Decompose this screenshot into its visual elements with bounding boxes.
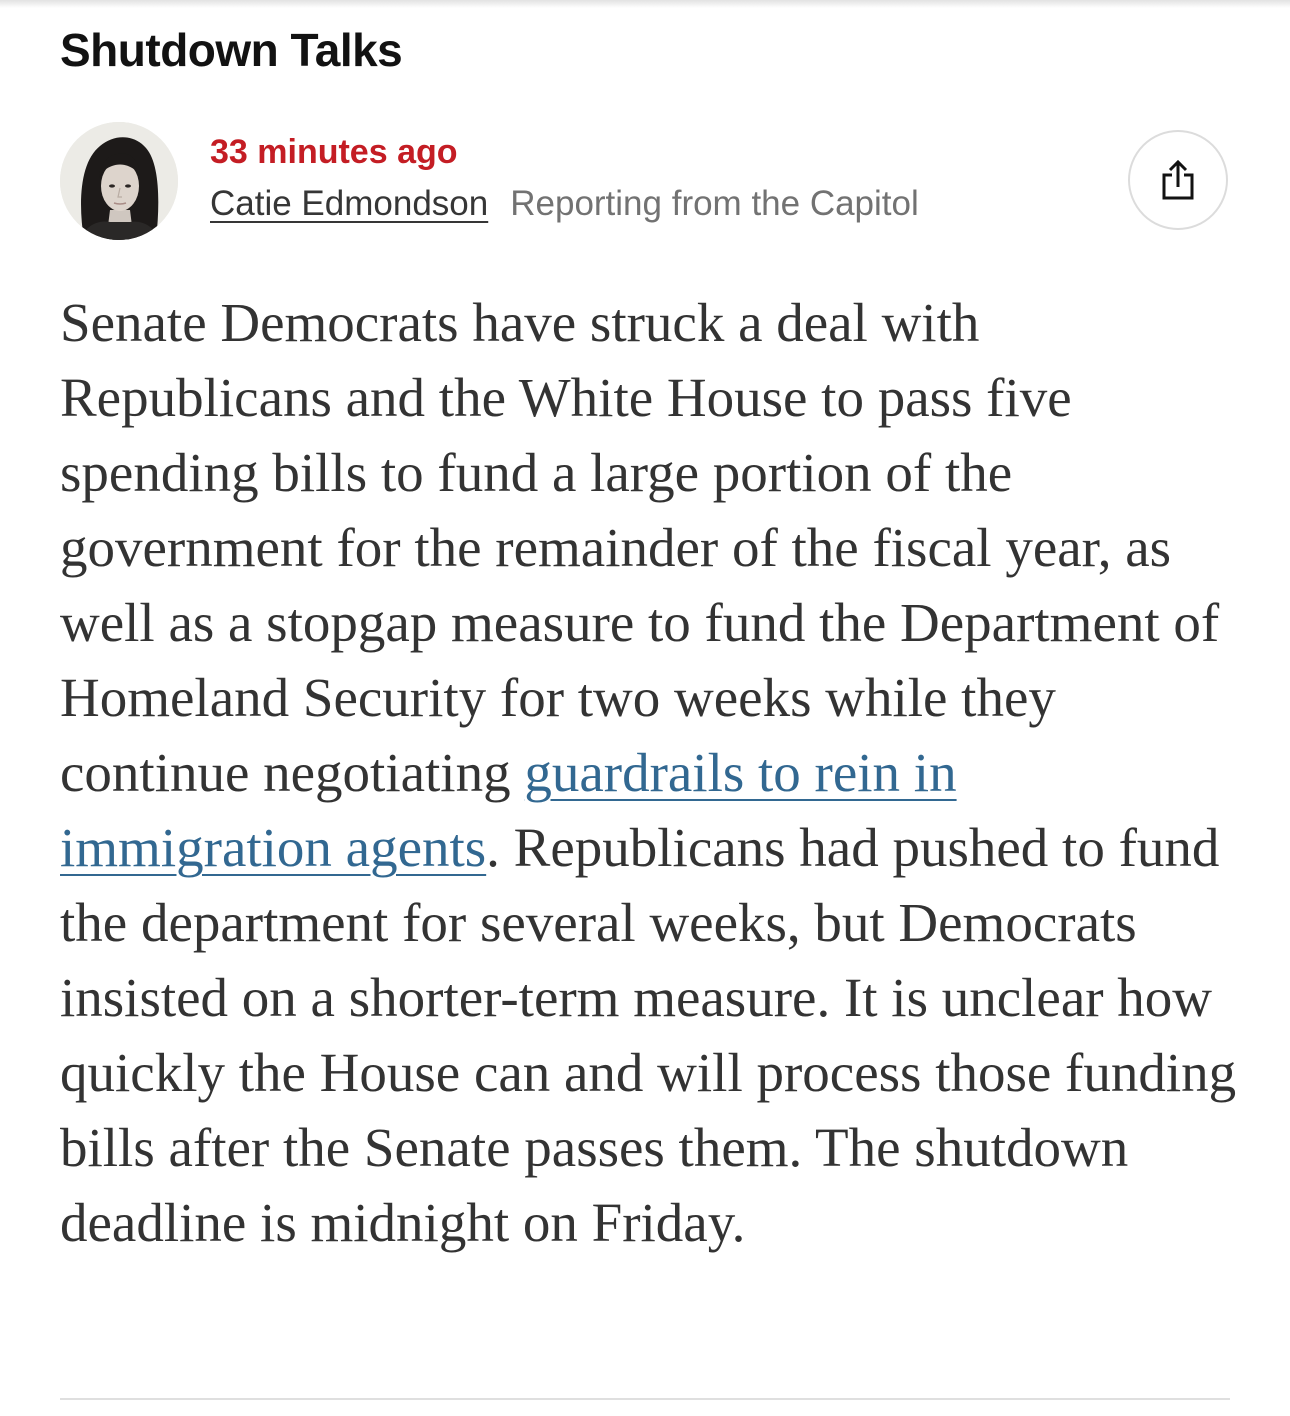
body-text-continued: . Republicans had pushed to fund the department for several weeks, but Democrats insisted on a shorter-term measure. It is unclear how quickly the House can and will process those funding bills after the Senate passes them. The shutdown deadline is midnight on Friday. [60, 817, 1237, 1253]
top-edge-shadow [0, 0, 1290, 8]
share-icon [1160, 159, 1196, 201]
body-text-intro: Senate Democrats have struck a deal with Republicans and the White House to pass five spending bills to fund a large portion of the government for the remainder of the fiscal year, as well as a stopgap measure to fund the Department of Homeland Security for two weeks while they continue negotiating [60, 292, 1220, 803]
byline [210, 183, 919, 225]
author-link[interactable]: Catie Edmondson [210, 184, 489, 223]
author-avatar[interactable] [60, 122, 178, 240]
post-timestamp: 33 minutes ago [210, 133, 458, 171]
bottom-divider [60, 1398, 1230, 1400]
immigration-guardrails-link[interactable]: guardrails to rein in immigration agents [60, 742, 957, 878]
author-portrait [60, 122, 178, 240]
reporting-location: Reporting from the Capitol [510, 184, 919, 223]
section-title: Shutdown Talks [60, 24, 403, 76]
post-body [60, 285, 1240, 1260]
share-button[interactable] [1128, 130, 1228, 230]
